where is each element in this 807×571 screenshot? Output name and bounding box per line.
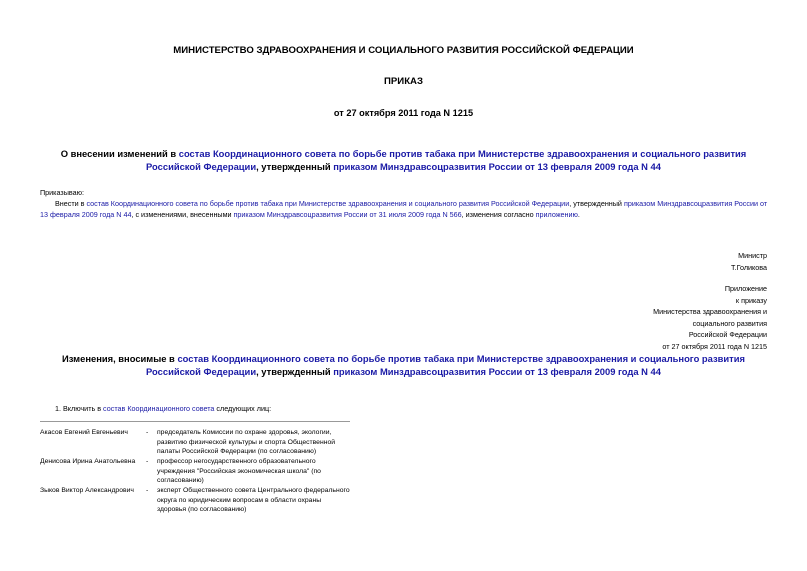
- person-dash: -: [146, 458, 149, 465]
- changes-title: [40, 352, 767, 378]
- ministry-heading: МИНИСТЕРСТВО ЗДРАВООХРАНЕНИЯ И СОЦИАЛЬНОГО РАЗВИТИЯ РОССИЙСКОЙ ФЕДЕРАЦИИ: [173, 45, 634, 56]
- table-top-rule: [40, 421, 350, 422]
- appendix-line: к приказу: [735, 295, 767, 305]
- appendix-line: Министерства здравоохранения и: [653, 307, 767, 316]
- changes-link-order[interactable]: приказом Минздравсоцразвития России от 13 февраля 2009 года N 44: [333, 366, 661, 377]
- para-link-council[interactable]: состав Координационного совета по борьбе против табака при Министерстве здравоохранения и социального развития Российской Федерации: [86, 199, 570, 208]
- person-dash: -: [146, 429, 149, 436]
- para-start: Внести в: [55, 199, 87, 208]
- appendix-line: Приложение: [724, 284, 767, 293]
- decree-label: Приказываю:: [40, 188, 84, 197]
- changes-link-council[interactable]: состав Координационного совета по борьбе против табака при Министерстве здравоохранения и социального развития Российской Федерации: [146, 353, 745, 377]
- item1-prefix: 1. Включить в: [55, 404, 104, 413]
- signature-block: [731, 250, 767, 273]
- person-description: председатель Комиссии по охране здоровья, экологии, развитию физической культуры и спорта Общественной палаты Российской Федерации (по согласованию): [157, 429, 336, 455]
- order-heading: ПРИКАЗ: [384, 76, 423, 87]
- changes-prefix: Изменения, вносимые в: [62, 353, 178, 364]
- appendix-line: от 27 октября 2011 года N 1215: [662, 341, 767, 351]
- document-title: [40, 147, 767, 173]
- appendix-line: социального развития: [692, 318, 767, 328]
- para-mid2: , с изменениями, внесенными: [131, 210, 234, 219]
- para-link-order44[interactable]: приказом Минздравсоцразвития России от 13 февраля 2009 года N 44: [40, 199, 768, 219]
- title-prefix: О внесении изменений в: [60, 148, 179, 159]
- title-link-order[interactable]: приказом Минздравсоцразвития России от 13 февраля 2009 года N 44: [333, 161, 661, 172]
- para-mid3: , изменения согласно: [461, 210, 536, 219]
- person-dash: -: [146, 487, 149, 494]
- para-end: .: [577, 210, 580, 219]
- changes-middle: , утвержденный: [256, 366, 334, 377]
- appendix-line: Российской Федерации: [688, 330, 767, 339]
- person-name: Денисова Ирина Анатольевна: [40, 458, 136, 465]
- item1-suffix: следующих лиц:: [214, 404, 272, 413]
- order-date: от 27 октября 2011 года N 1215: [333, 108, 474, 118]
- para-link-order566[interactable]: приказом Минздравсоцразвития России от 31 июля 2009 года N 566: [233, 210, 462, 219]
- decree-paragraph: [40, 198, 770, 220]
- title-link-council[interactable]: состав Координационного совета по борьбе против табака при Министерстве здравоохранения и социального развития Российской Федерации: [146, 148, 747, 172]
- title-middle: , утвержденный: [256, 161, 334, 172]
- person-description: профессор негосударственного образовательного учреждения "Российская экономическая школа" (по согласованию): [157, 458, 321, 484]
- person-description: эксперт Общественного совета Центрального федерального округа по юридическим вопросам в области охраны здоровья (по согласованию): [157, 487, 350, 513]
- para-mid1: , утвержденный: [569, 199, 624, 208]
- signature-position: Министр: [738, 251, 767, 260]
- person-name: Зыков Виктор Александрович: [40, 487, 134, 494]
- appendix-block: [653, 283, 767, 352]
- person-name: Акасов Евгений Евгеньевич: [40, 429, 128, 436]
- signature-name: Т.Голикова: [730, 262, 767, 272]
- item-1: [55, 404, 271, 413]
- para-link-appendix[interactable]: приложению: [535, 210, 578, 219]
- item1-link-council[interactable]: состав Координационного совета: [103, 404, 215, 413]
